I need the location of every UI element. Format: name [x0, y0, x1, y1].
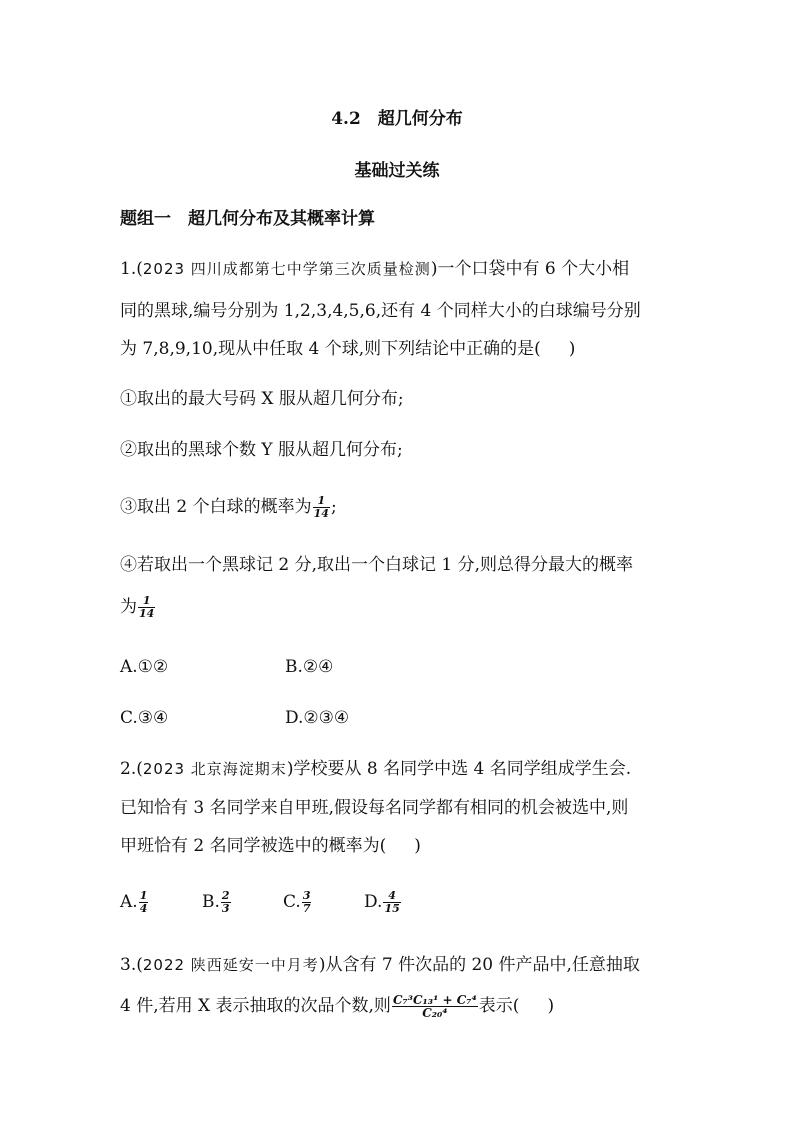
fraction	[302, 890, 312, 915]
q1-line1	[120, 257, 629, 281]
q2-text: 甲班恰有 2 名同学被选中的概率为(	[120, 836, 387, 856]
q2-source: 2023 北京海淀期末	[142, 760, 287, 778]
q1-option-b: B.②④	[285, 657, 334, 677]
q1-text: )一个口袋中有 6 个大小相	[430, 259, 630, 279]
q1-number: 1.(	[120, 259, 143, 279]
q2-paren: )	[414, 836, 421, 856]
q2-text: )学校要从 8 名同学中选 4 名同学组成学生会.	[286, 759, 632, 779]
fraction-numerator: 1	[313, 495, 330, 508]
q1-text: 为 7,8,9,10,现从中任取 4 个球,则下列结论中正确的是(	[120, 339, 541, 359]
q1-statement-2: ②取出的黑球个数 Y 服从超几何分布;	[120, 440, 403, 460]
q2-option-b	[202, 890, 232, 915]
q3-line1	[120, 953, 640, 977]
fraction	[221, 890, 231, 915]
q1-option-c: C.③④	[120, 708, 169, 728]
q3-paren: )	[547, 996, 555, 1016]
punctuation: ;	[330, 497, 337, 517]
q1-paren: )	[568, 339, 576, 359]
group-heading: 题组一 超几何分布及其概率计算	[120, 209, 375, 229]
fraction	[383, 890, 400, 915]
q2-line1	[120, 757, 631, 781]
q1-source: 2023 四川成都第七中学第三次质量检测	[142, 260, 431, 278]
fraction-denominator: 15	[384, 902, 400, 915]
q3-text: 4 件,若用 X 表示抽取的次品个数,则	[120, 996, 391, 1016]
q2-option-d	[364, 890, 402, 915]
option-label: D.	[364, 892, 383, 912]
fraction-denominator: C₂₀⁴	[422, 1006, 448, 1020]
q1-statement-3	[120, 495, 337, 520]
fraction-numerator: 3	[302, 889, 311, 902]
fraction	[313, 495, 330, 520]
option-label: C.	[283, 892, 301, 912]
q1-option-d: D.②③④	[285, 708, 350, 728]
fraction-denominator: 7	[302, 902, 311, 915]
fraction	[138, 595, 155, 620]
q2-option-a	[120, 890, 149, 915]
fraction-numerator: 1	[139, 889, 148, 902]
fraction-denominator: 3	[221, 902, 230, 915]
section-subtitle: 基础过关练	[354, 161, 440, 181]
fraction-denominator: 14	[313, 507, 329, 520]
q2-line3	[120, 834, 421, 858]
q1-statement-4-line2	[120, 595, 156, 620]
option-label: B.	[202, 892, 220, 912]
fraction	[139, 890, 149, 915]
q3-line2	[120, 994, 554, 1019]
q3-number: 3.(	[120, 955, 143, 975]
q1-line2: 同的黑球,编号分别为 1,2,3,4,5,6,还有 4 个同样大小的白球编号分别	[120, 301, 641, 321]
fraction-numerator: C₇³C₁₃¹ + C₇⁴	[392, 993, 477, 1007]
q1-line3	[120, 337, 575, 361]
q3-text: )从含有 7 件次品的 20 件产品中,任意抽取	[318, 955, 640, 975]
fraction-numerator: 4	[383, 890, 400, 903]
option-label: A.	[120, 892, 138, 912]
q1-statement-4-text: 为	[120, 597, 137, 617]
fraction-numerator: 1	[138, 595, 155, 608]
q2-option-c	[283, 890, 312, 915]
q3-source: 2022 陕西延安一中月考	[142, 956, 319, 974]
fraction	[392, 994, 478, 1019]
q1-statement-4-line1: ④若取出一个黑球记 2 分,取出一个白球记 1 分,则总得分最大的概率	[120, 555, 634, 575]
q3-text: 表示(	[478, 996, 520, 1016]
q1-option-a: A.①②	[120, 657, 169, 677]
q1-statement-3-text: ③取出 2 个白球的概率为	[120, 497, 312, 517]
fraction-denominator: 4	[139, 902, 148, 915]
q1-statement-1: ①取出的最大号码 X 服从超几何分布;	[120, 389, 404, 409]
section-title: 4.2 超几何分布	[331, 109, 463, 129]
q2-number: 2.(	[120, 759, 143, 779]
q2-line2: 已知恰有 3 名同学来自甲班,假设每名同学都有相同的机会被选中,则	[120, 798, 629, 818]
fraction-numerator: 2	[221, 889, 230, 902]
fraction-denominator: 14	[139, 607, 155, 620]
